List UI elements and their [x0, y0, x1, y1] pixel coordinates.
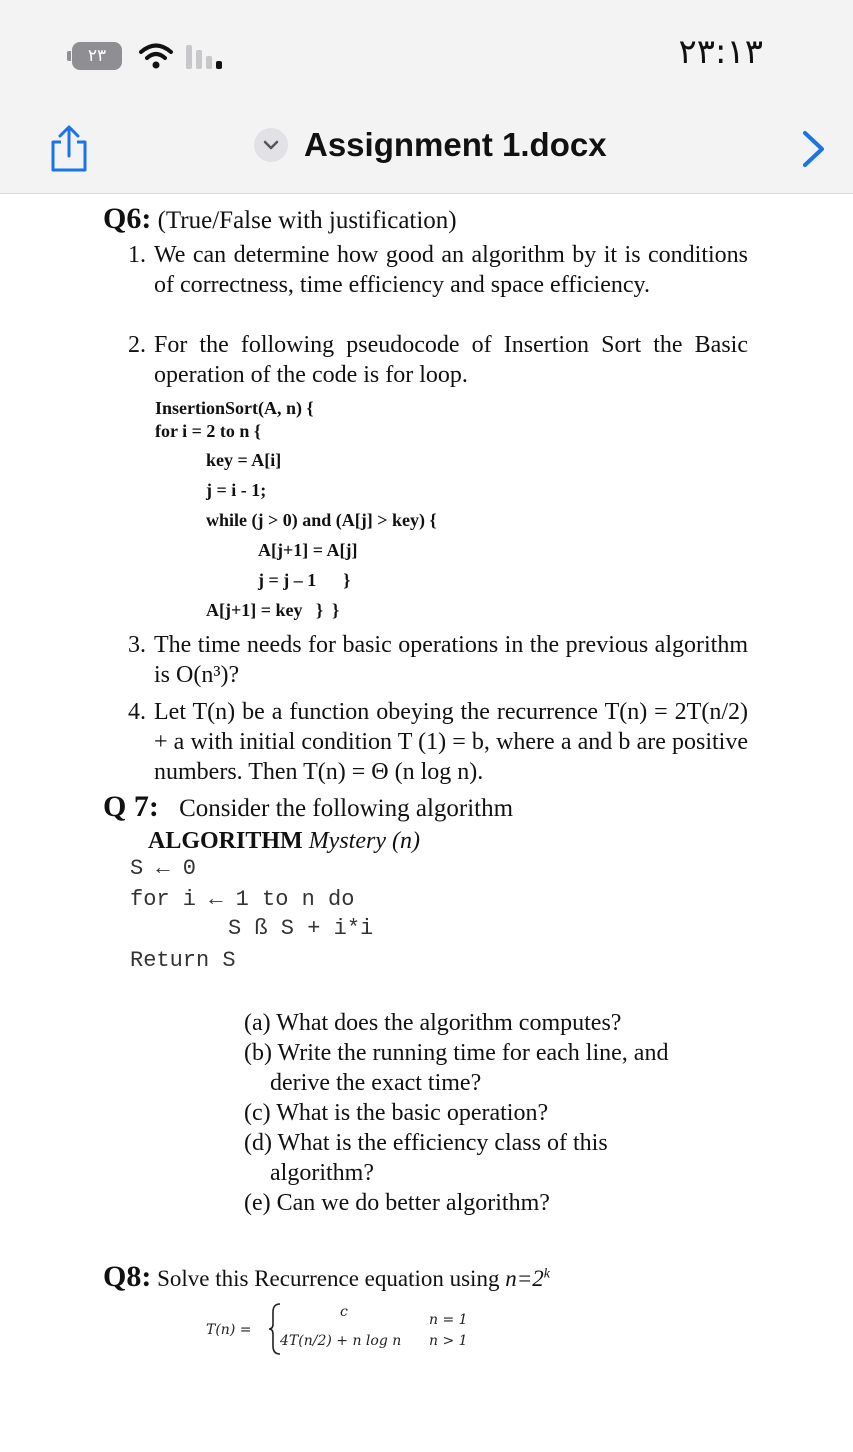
- q8-substitution: n=2: [505, 1266, 544, 1291]
- status-left: [72, 40, 222, 72]
- code-line: A[j+1] = key } }: [206, 600, 340, 620]
- formula-lhs: T(n) =: [206, 1322, 252, 1338]
- top-bar: [0, 0, 853, 194]
- algorithm-keyword: ALGORITHM: [148, 828, 303, 854]
- formula-case2-cond: n > 1: [429, 1333, 468, 1349]
- code-line: A[j+1] = A[j]: [258, 540, 358, 560]
- q7-heading: [103, 790, 513, 824]
- chevron-right-icon[interactable]: [800, 129, 828, 169]
- battery-indicator: ۲۳: [72, 42, 122, 70]
- code-line: S ← 0: [130, 856, 197, 881]
- code-line: j = i - 1;: [206, 480, 267, 500]
- wifi-icon: [138, 41, 174, 71]
- q7-question-d: (d) What is the efficiency class of this algorithm?: [244, 1130, 608, 1186]
- code-line: for i = 2 to n {: [155, 421, 262, 441]
- code-line: Return S: [130, 948, 236, 973]
- q8-text: Solve this Recurrence equation using: [157, 1266, 500, 1291]
- q7-question-b: (b) Write the running time for each line, and derive the exact time?: [244, 1040, 669, 1096]
- formula-case1-cond: n = 1: [429, 1312, 468, 1328]
- code-line: while (j > 0) and (A[j] > key) {: [206, 510, 437, 530]
- cellular-signal-icon: [186, 43, 222, 69]
- q6-item-4: 4. Let T(n) be a function obeying the recurrence T(n) = 2T(n/2) + a with initial condition T (1) = b, where a and b are positive numbers. Then T(n) = Θ (n log n).: [128, 699, 748, 785]
- q6-label: Q6:: [103, 202, 152, 235]
- q8-exponent: k: [543, 1266, 550, 1282]
- q6-item-1: 1. We can determine how good an algorithm by it is conditions of correctness, time efficiency and space efficiency.: [128, 242, 748, 298]
- q6-heading: [103, 202, 457, 236]
- status-time: ۲۳:۱۳: [678, 32, 763, 72]
- q6-item-3: 3. The time needs for basic operations in the previous algorithm is O(n³)?: [128, 632, 748, 688]
- q7-subtitle: Consider the following algorithm: [179, 795, 514, 822]
- share-button[interactable]: [48, 124, 90, 174]
- formula-case1-expr: c: [340, 1304, 348, 1320]
- algorithm-name: Mystery (n): [308, 828, 420, 854]
- algorithm-header: [148, 828, 420, 855]
- q7-label: Q 7:: [103, 790, 159, 823]
- code-line: for i ← 1 to n do: [130, 887, 355, 912]
- document-title-menu[interactable]: [254, 126, 607, 164]
- q7-question-e: (e) Can we do better algorithm?: [244, 1190, 550, 1216]
- formula-case2-expr: 4T(n/2) + n log n: [280, 1333, 402, 1349]
- q6-subtitle: (True/False with justification): [157, 207, 457, 234]
- code-line: InsertionSort(A, n) {: [155, 398, 314, 418]
- code-line: S ß S + i*i: [228, 916, 374, 941]
- chevron-down-icon[interactable]: [254, 128, 288, 162]
- q6-item-2: 2. For the following pseudocode of Insertion Sort the Basic operation of the code is for loop.: [128, 332, 748, 388]
- document-title: Assignment 1.docx: [304, 126, 607, 163]
- q7-question-c: (c) What is the basic operation?: [244, 1100, 549, 1126]
- q8-heading: [103, 1260, 550, 1294]
- code-line: key = A[i]: [206, 450, 282, 470]
- q8-label: Q8:: [103, 1260, 152, 1293]
- q7-question-a: (a) What does the algorithm computes?: [244, 1010, 622, 1036]
- code-line: j = j – 1 }: [258, 570, 351, 590]
